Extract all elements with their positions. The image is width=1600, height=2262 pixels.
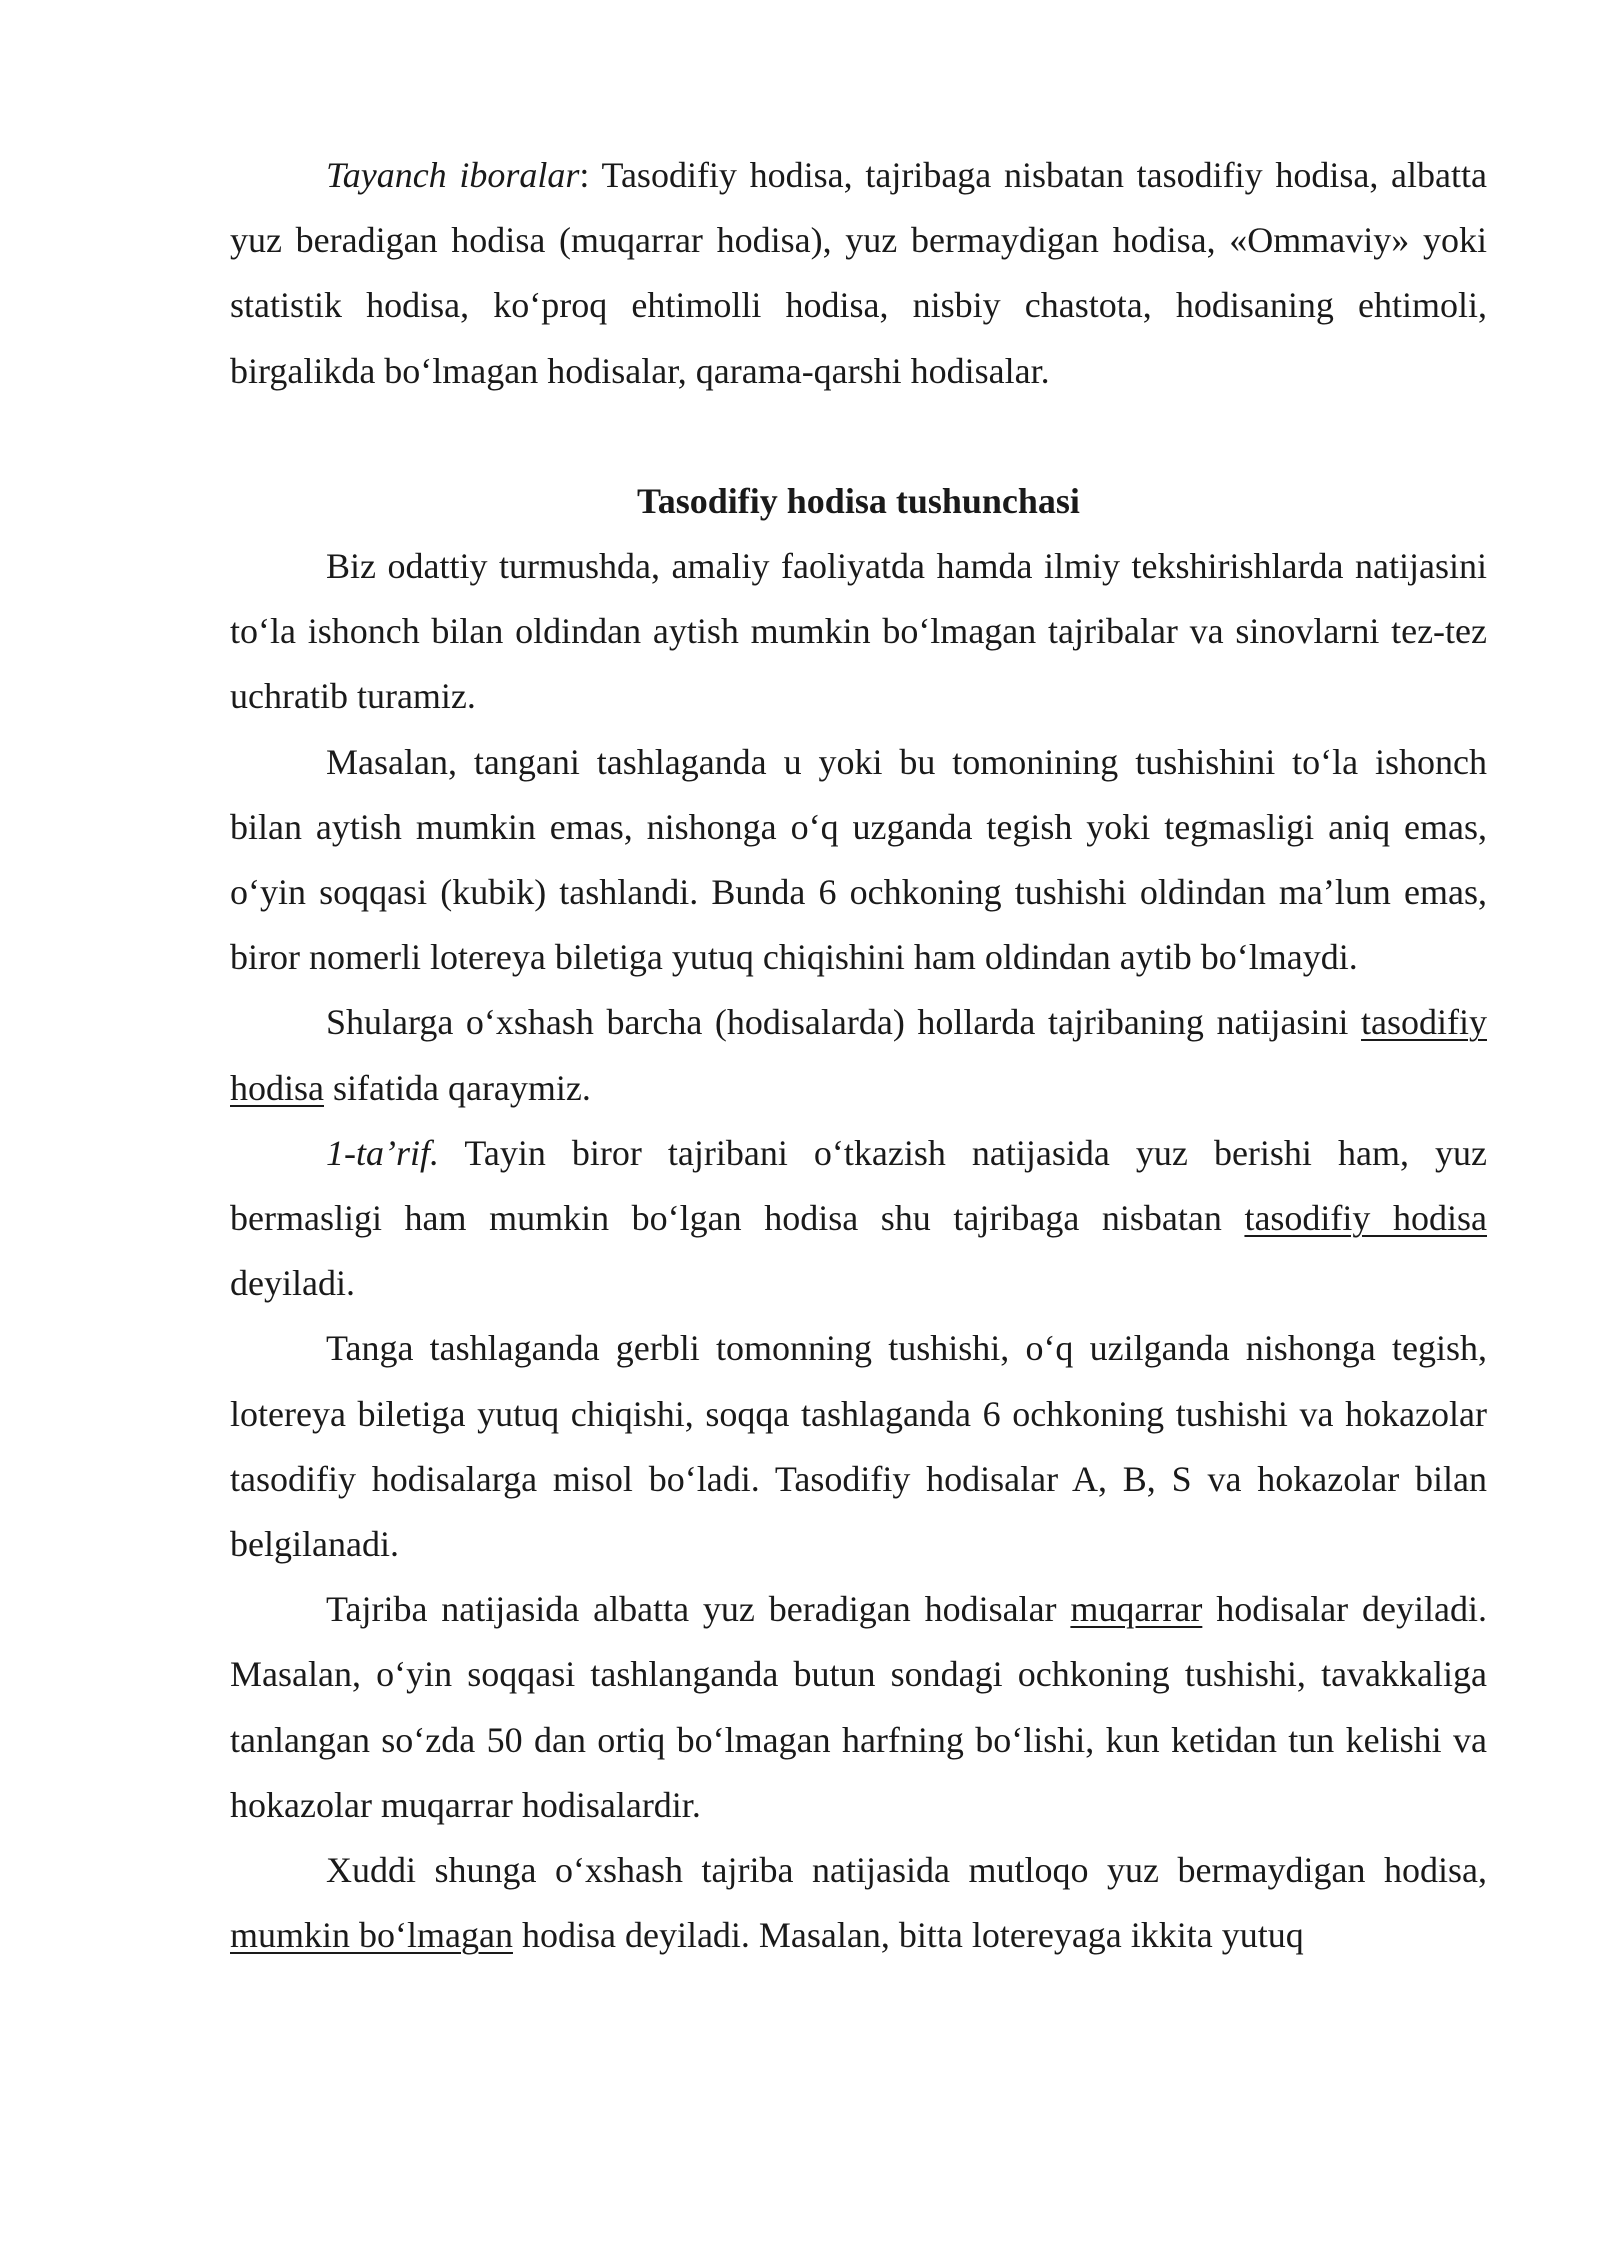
p7-before: Xuddi shunga o‘xshash tajriba natijasida mutloqo yuz bermaydigan hodisa,: [326, 1850, 1487, 1891]
p6-after: hodisalar deyiladi. Masalan, o‘yin soqqasi tashlanganda butun sondagi ochkoning tushishi, tavakkaliga tanlangan so‘zda 50 dan ortiq bo‘lmagan harfning bo‘lishi, kun ketidan tun kelishi va hokazolar muqarrar hodisalardir.: [230, 1589, 1488, 1825]
paragraph-intro: Biz odattiy turmushda, amaliy faoliyatda hamda ilmiy tekshirishlarda natijasini to‘la ishonch bilan oldindan aytish mumkin bo‘lmagan tajribalar va sinovlarni tez-tez uchratib turamiz.: [230, 546, 1487, 717]
p7-after: hodisa deyiladi. Masalan, bitta lotereyaga ikkita yutuq: [512, 1915, 1304, 1956]
term-impossible: mumkin bo‘lmagan: [230, 1915, 513, 1956]
p3-before: Shularga o‘xshash barcha (hodisalarda) hollarda tajribaning natijasini: [326, 1002, 1362, 1043]
keywords-label: Tayanch iboralar: [326, 155, 580, 195]
paragraph-impossible-event: [230, 1838, 1487, 1968]
term-random-event: tasodifiy hodisa: [230, 1002, 1487, 1108]
p6-before: Tajriba natijasida albatta yuz beradigan hodisalar: [326, 1589, 1071, 1630]
p4-before: Tayin biror tajribani o‘tkazish natijasida yuz berishi ham, yuz bermasligi ham mumkin bo‘lgan hodisa shu tajribaga nisbatan: [230, 1132, 1487, 1239]
keywords-paragraph: [230, 143, 1487, 404]
keywords-text: Tasodifiy hodisa, tajribaga nisbatan tasodifiy hodisa, albatta yuz beradigan hodisa (muqarrar hodisa), yuz bermaydigan hodisa, «Ommaviy» yoki statistik hodisa, ko‘proq ehtimolli hodisa, nisbiy chastota, hodisaning ehtimoli, birgalikda bo‘lmagan hodisalar, qarama-qarshi hodisalar.: [230, 155, 1487, 391]
paragraph-definition-1: [230, 1121, 1487, 1317]
definition-label: 1-ta’rif.: [326, 1132, 439, 1173]
section-heading: Tasodifiy hodisa tushunchasi: [637, 480, 1080, 521]
document-page: [230, 143, 1487, 1968]
term-certain: muqarrar: [1070, 1589, 1203, 1630]
paragraph-certain-event: [230, 1577, 1487, 1838]
paragraph-coin-examples: Tanga tashlaganda gerbli tomonning tushishi, o‘q uzilganda nishonga tegish, lotereya biletiga yutuq chiqishi, soqqa tashlaganda 6 ochkoning tushishi va hokazolar tasodifiy hodisalarga misol bo‘ladi. Tasodifiy hodisalar A, B, S va hokazolar bilan belgilanadi.: [230, 1328, 1487, 1565]
p3-after: sifatida qaraymiz.: [324, 1067, 591, 1108]
keywords-colon: :: [579, 155, 590, 195]
p4-after: deyiladi.: [230, 1263, 355, 1304]
paragraph-random-event: [230, 990, 1487, 1120]
term-random-event-def: tasodifiy hodisa: [1244, 1198, 1487, 1239]
paragraph-examples: Masalan, tangani tashlaganda u yoki bu tomonining tushishini to‘la ishonch bilan aytish mumkin emas, nishonga o‘q uzganda tegish yoki tegmasligi aniq emas, o‘yin soqqasi (kubik) tashlandi. Bunda 6 ochkoning tushishi oldindan ma’lum emas, biror nomerli lotereya biletiga yutuq chiqishini ham oldindan aytib bo‘lmaydi.: [230, 741, 1487, 978]
